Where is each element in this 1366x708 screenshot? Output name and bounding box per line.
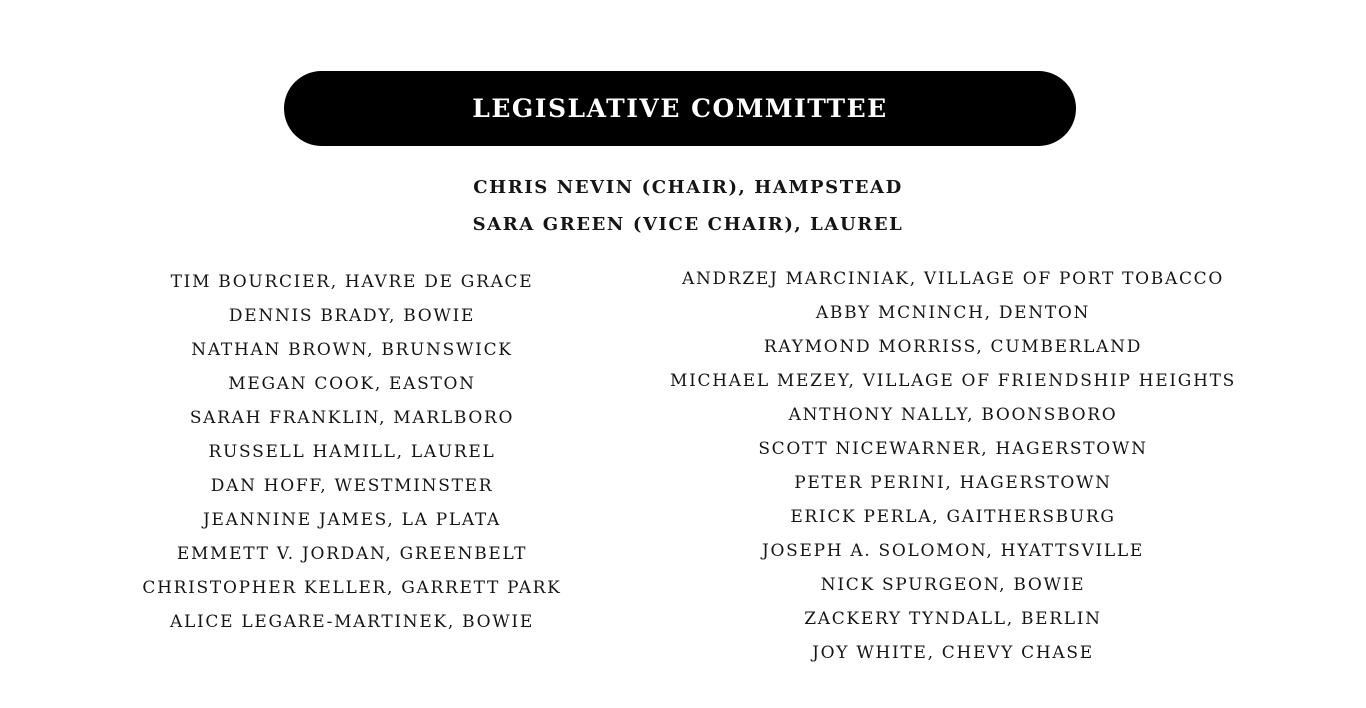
member-item: ZACKERY TYNDALL, BERLIN (804, 609, 1102, 629)
member-item: EMMETT V. JORDAN, GREENBELT (176, 544, 528, 564)
member-item: PETER PERINI, HAGERSTOWN (794, 473, 1112, 493)
committee-title: LEGISLATIVE COMMITTEE (472, 94, 888, 123)
member-item: ABBY MCNINCH, DENTON (815, 303, 1091, 323)
members-left-column (100, 267, 604, 641)
members-right-column (662, 264, 1244, 672)
vice-chair-line: SARA GREEN (VICE CHAIR), LAUREL (472, 214, 904, 235)
member-item: MICHAEL MEZEY, VILLAGE OF FRIENDSHIP HEIGHTS (670, 371, 1236, 391)
member-item: JOSEPH A. SOLOMON, HYATTSVILLE (761, 541, 1144, 561)
member-item: ERICK PERLA, GAITHERSBURG (790, 507, 1116, 527)
title-banner (284, 71, 1076, 146)
member-item: SARAH FRANKLIN, MARLBORO (189, 408, 515, 428)
member-item: MEGAN COOK, EASTON (228, 374, 476, 394)
member-item: ANTHONY NALLY, BOONSBORO (788, 405, 1118, 425)
member-item: DAN HOFF, WESTMINSTER (210, 476, 494, 496)
member-item: RUSSELL HAMILL, LAUREL (208, 442, 496, 462)
member-item: JEANNINE JAMES, LA PLATA (203, 510, 501, 530)
member-item: RAYMOND MORRISS, CUMBERLAND (763, 337, 1143, 357)
chair-line: CHRIS NEVIN (CHAIR), HAMPSTEAD (473, 177, 903, 198)
member-item: ALICE LEGARE-MARTINEK, BOWIE (170, 612, 534, 632)
member-item: TIM BOURCIER, HAVRE DE GRACE (170, 272, 534, 292)
member-item: NICK SPURGEON, BOWIE (820, 575, 1086, 595)
member-item: NATHAN BROWN, BRUNSWICK (191, 340, 513, 360)
member-item: JOY WHITE, CHEVY CHASE (812, 643, 1094, 663)
member-item: DENNIS BRADY, BOWIE (228, 306, 476, 326)
member-item: CHRISTOPHER KELLER, GARRETT PARK (142, 578, 562, 598)
member-item: ANDRZEJ MARCINIAK, VILLAGE OF PORT TOBACCO (682, 269, 1224, 289)
member-item: SCOTT NICEWARNER, HAGERSTOWN (758, 439, 1148, 459)
committee-leadership (0, 172, 1366, 246)
